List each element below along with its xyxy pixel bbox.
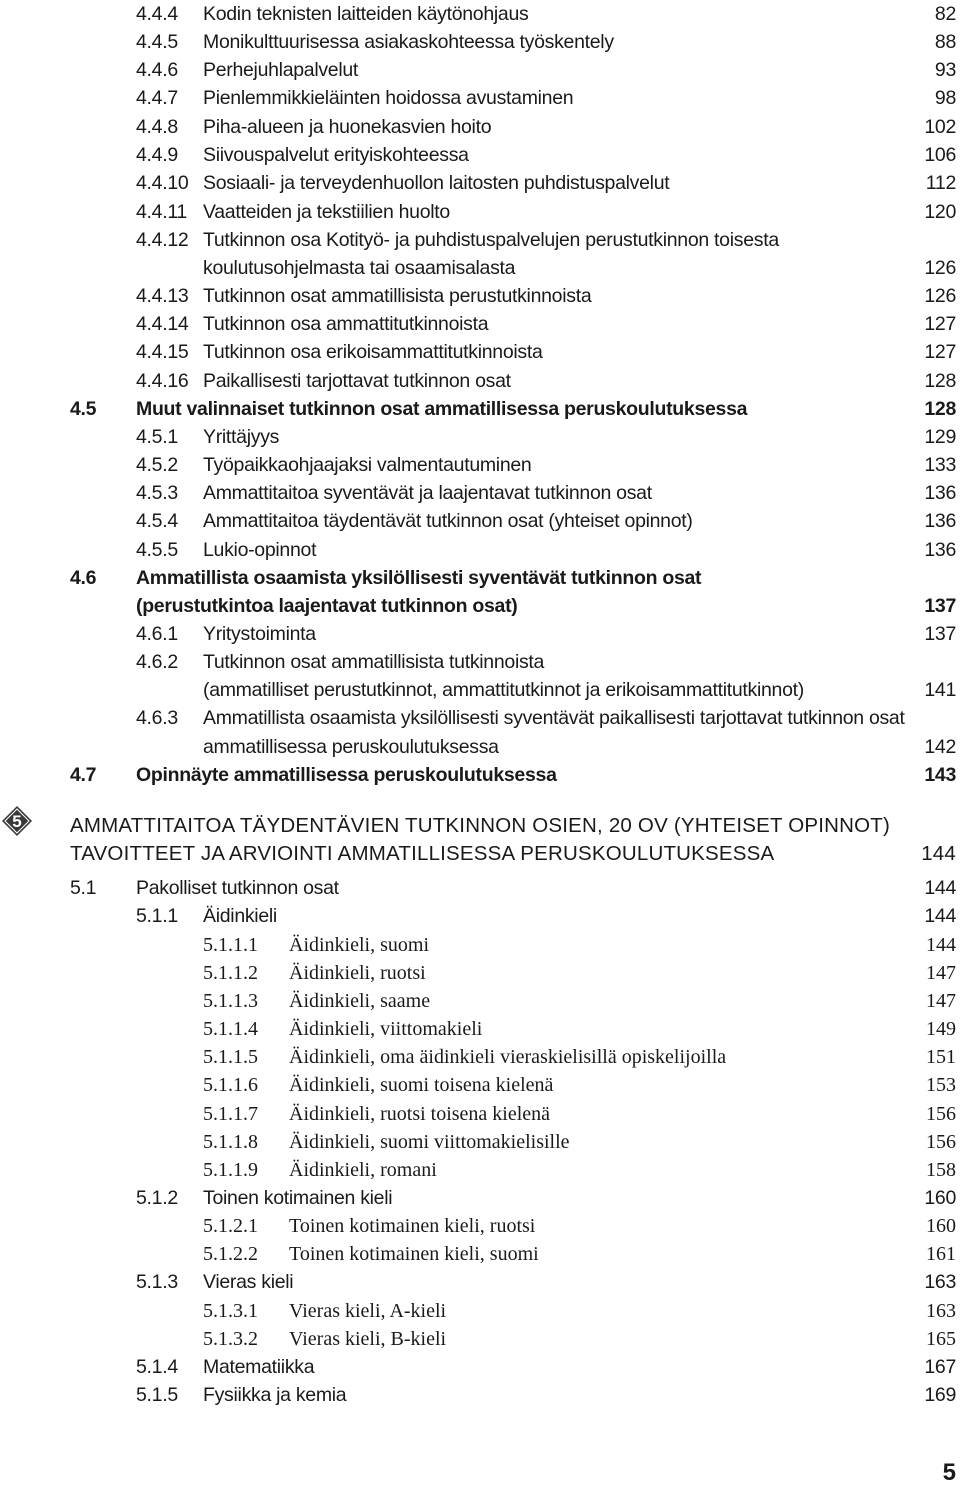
subentry-title: Äidinkieli, ruotsi toisena kielenä <box>289 1103 551 1125</box>
entry-title: Ammattitaitoa syventävät ja laajentavat tutkinnon osat <box>203 482 652 504</box>
entry-title: Monikulttuurisessa asiakaskohteessa työskentely <box>203 31 614 53</box>
subentry-number: 5.1.1.4 <box>203 1018 258 1040</box>
entry-page: 141 <box>924 679 956 701</box>
entry-title: Ammattitaitoa täydentävät tutkinnon osat (yhteiset opinnot) <box>203 510 693 532</box>
subentry-number: 5.1.1.7 <box>203 1103 258 1125</box>
chapter-page: 144 <box>921 842 956 865</box>
subentry-title: Äidinkieli, saame <box>289 990 431 1012</box>
subentry-title: Äidinkieli, suomi viittomakielisille <box>289 1131 570 1153</box>
toc-entry <box>0 28 960 56</box>
entry-title: Tutkinnon osa ammattitutkinnoista <box>203 313 489 335</box>
entry-title: Tutkinnon osat ammatillisista perustutkinnoista <box>203 285 592 307</box>
toc-entry <box>0 704 960 732</box>
entry-number: 4.4.14 <box>136 313 189 335</box>
entry-title: Kodin teknisten laitteiden käytönohjaus <box>203 3 529 25</box>
subentry-number: 5.1.1.1 <box>203 934 258 956</box>
entry-page: 160 <box>924 1187 956 1209</box>
entry-number: 5.1.3 <box>136 1271 178 1293</box>
subentry-title: Äidinkieli, suomi toisena kielenä <box>289 1074 554 1096</box>
entry-number: 4.6.2 <box>136 651 178 673</box>
section-number: 4.5 <box>70 398 97 420</box>
entry-number: 5.1.4 <box>136 1356 178 1378</box>
subentry-title: Toinen kotimainen kieli, suomi <box>289 1243 539 1265</box>
section-title-continuation: (perustutkintoa laajentavat tutkinnon osat) <box>136 595 518 617</box>
subentry-title: Vieras kieli, A-kieli <box>289 1300 447 1322</box>
entry-title: Vaatteiden ja tekstiilien huolto <box>203 201 450 223</box>
entry-number: 4.4.4 <box>136 3 178 25</box>
entry-page: 93 <box>934 59 956 81</box>
subentry-number: 5.1.3.1 <box>203 1300 258 1322</box>
toc-entry <box>0 902 960 930</box>
toc-subentry <box>0 987 960 1015</box>
entry-number: 4.4.16 <box>136 370 189 392</box>
toc-subentry <box>0 931 960 959</box>
toc-entry <box>0 620 960 648</box>
entry-title: Fysiikka ja kemia <box>203 1384 347 1406</box>
entry-number: 5.1.1 <box>136 905 178 927</box>
toc-subentry <box>0 1100 960 1128</box>
entry-page: 144 <box>924 905 956 927</box>
entry-page: 98 <box>934 87 956 109</box>
toc-subentry <box>0 1240 960 1268</box>
subentry-page: 151 <box>926 1046 956 1068</box>
entry-number: 4.5.5 <box>136 539 178 561</box>
entry-page: 128 <box>924 370 956 392</box>
entry-page: 163 <box>924 1271 956 1293</box>
entry-page: 126 <box>924 257 956 279</box>
section-number: 4.6 <box>70 567 97 589</box>
entry-number: 4.4.8 <box>136 116 178 138</box>
toc-entry <box>0 310 960 338</box>
entry-number: 4.5.3 <box>136 482 178 504</box>
entry-title: Työpaikkaohjaajaksi valmentautuminen <box>203 454 532 476</box>
toc-subentry <box>0 1156 960 1184</box>
subentry-title: Äidinkieli, viittomakieli <box>289 1018 483 1040</box>
toc-subentry <box>0 1015 960 1043</box>
entry-page: 112 <box>925 172 956 194</box>
section-title: Muut valinnaiset tutkinnon osat ammatillisessa peruskoulutuksessa <box>136 398 748 420</box>
subentry-number: 5.1.3.2 <box>203 1328 258 1350</box>
toc-entry-continuation <box>0 254 960 282</box>
section-title: Ammatillista osaamista yksilöllisesti syventävät tutkinnon osat <box>136 567 702 589</box>
subentry-page: 158 <box>926 1159 956 1181</box>
entry-number: 4.4.15 <box>136 341 189 363</box>
entry-title: Sosiaali- ja terveydenhuollon laitosten puhdistuspalvelut <box>203 172 670 194</box>
entry-number: 4.4.12 <box>136 229 189 251</box>
subentry-page: 149 <box>926 1018 956 1040</box>
toc-entry <box>0 226 960 254</box>
subentry-page: 161 <box>926 1243 956 1265</box>
entry-page: 127 <box>924 341 956 363</box>
toc-subentry <box>0 1043 960 1071</box>
entry-title: Paikallisesti tarjottavat tutkinnon osat <box>203 370 511 392</box>
subentry-page: 156 <box>926 1103 956 1125</box>
entry-page: 133 <box>924 454 956 476</box>
entry-title: Lukio-opinnot <box>203 539 317 561</box>
toc-subentry <box>0 1325 960 1353</box>
entry-page: 120 <box>924 201 956 223</box>
entry-title: Perhejuhlapalvelut <box>203 59 359 81</box>
subentry-page: 156 <box>926 1131 956 1153</box>
toc-entry <box>0 84 960 112</box>
chapter-title-continuation: TAVOITTEET JA ARVIOINTI AMMATILLISESSA PERUSKOULUTUKSESSA <box>70 842 775 865</box>
entry-number: 4.5.4 <box>136 510 178 532</box>
section-title: Opinnäyte ammatillisessa peruskoulutuksessa <box>136 764 557 786</box>
entry-number: 5.1.5 <box>136 1384 178 1406</box>
entry-page: 142 <box>924 736 956 758</box>
chapter-title: AMMATTITAITOA TÄYDENTÄVIEN TUTKINNON OSIEN, 20 OV (YHTEISET OPINNOT) <box>70 814 891 837</box>
entry-number: 4.4.11 <box>136 201 187 223</box>
entry-title: Äidinkieli <box>203 905 277 927</box>
subentry-number: 5.1.2.2 <box>203 1243 258 1265</box>
entry-title: Vieras kieli <box>203 1271 294 1293</box>
toc-entry <box>0 479 960 507</box>
toc-entry <box>0 141 960 169</box>
section-page: 144 <box>924 877 956 899</box>
toc-entry <box>0 169 960 197</box>
chapter-heading-continuation <box>0 840 960 868</box>
toc-entry <box>0 451 960 479</box>
entry-title: Siivouspalvelut erityiskohteessa <box>203 144 469 166</box>
toc-entry <box>0 1353 960 1381</box>
toc-subentry <box>0 1071 960 1099</box>
toc-entry <box>0 0 960 28</box>
subentry-number: 5.1.1.9 <box>203 1159 258 1181</box>
entry-title: Tutkinnon osa Kotityö- ja puhdistuspalvelujen perustutkinnon toisesta <box>203 229 779 251</box>
entry-page: 88 <box>934 31 956 53</box>
entry-page: 136 <box>924 539 956 561</box>
entry-number: 4.4.6 <box>136 59 178 81</box>
entry-title: Yritystoiminta <box>203 623 316 645</box>
subentry-page: 165 <box>926 1328 956 1350</box>
subentry-number: 5.1.1.6 <box>203 1074 258 1096</box>
subentry-page: 163 <box>926 1300 956 1322</box>
subentry-page: 147 <box>926 962 956 984</box>
section-number: 5.1 <box>70 877 97 899</box>
toc-section-heading <box>0 564 960 592</box>
toc-section-heading <box>0 395 960 423</box>
entry-number: 4.4.10 <box>136 172 189 194</box>
toc-entry <box>0 536 960 564</box>
entry-number: 4.6.3 <box>136 707 178 729</box>
subentry-number: 5.1.1.5 <box>203 1046 258 1068</box>
section-page: 128 <box>924 398 956 420</box>
subentry-number: 5.1.1.3 <box>203 990 258 1012</box>
toc-entry-continuation <box>0 676 960 704</box>
entry-number: 5.1.2 <box>136 1187 178 1209</box>
subentry-title: Toinen kotimainen kieli, ruotsi <box>289 1215 536 1237</box>
toc-section-heading <box>0 874 960 902</box>
entry-page: 127 <box>924 313 956 335</box>
toc-entry-continuation <box>0 733 960 761</box>
toc-entry <box>0 113 960 141</box>
entry-number: 4.4.7 <box>136 87 178 109</box>
entry-page: 129 <box>924 426 956 448</box>
entry-page: 136 <box>924 482 956 504</box>
section-number: 4.7 <box>70 764 97 786</box>
section-page: 143 <box>924 764 956 786</box>
subentry-page: 153 <box>926 1074 956 1096</box>
entry-page: 169 <box>924 1384 956 1406</box>
entry-number: 4.6.1 <box>136 623 178 645</box>
toc-section-heading <box>0 761 960 789</box>
section-title: Pakolliset tutkinnon osat <box>136 877 339 899</box>
entry-page: 102 <box>924 116 956 138</box>
entry-number: 4.4.5 <box>136 31 178 53</box>
entry-title: Ammatillista osaamista yksilöllisesti syventävät paikallisesti tarjottavat tutkinnon osat <box>203 707 905 729</box>
toc-entry <box>0 338 960 366</box>
toc-entry <box>0 56 960 84</box>
toc-subentry <box>0 1297 960 1325</box>
entry-number: 4.4.13 <box>136 285 189 307</box>
toc-entry <box>0 198 960 226</box>
subentry-page: 147 <box>926 990 956 1012</box>
entry-page: 137 <box>924 623 956 645</box>
entry-title: Tutkinnon osa erikoisammattitutkinnoista <box>203 341 543 363</box>
subentry-number: 5.1.1.2 <box>203 962 258 984</box>
subentry-number: 5.1.1.8 <box>203 1131 258 1153</box>
page-number: 5 <box>942 1459 956 1486</box>
entry-page: 82 <box>934 3 956 25</box>
toc-subentry <box>0 1128 960 1156</box>
entry-title: Toinen kotimainen kieli <box>203 1187 393 1209</box>
entry-title-continuation: koulutusohjelmasta tai osaamisalasta <box>203 257 516 279</box>
subentry-title: Äidinkieli, suomi <box>289 934 429 956</box>
subentry-page: 144 <box>926 934 956 956</box>
toc-subentry <box>0 1212 960 1240</box>
toc-entry <box>0 1184 960 1212</box>
entry-number: 4.5.1 <box>136 426 178 448</box>
subentry-title: Äidinkieli, ruotsi <box>289 962 426 984</box>
toc-entry <box>0 1381 960 1409</box>
entry-page: 167 <box>924 1356 956 1378</box>
entry-title-continuation: ammatillisessa peruskoulutuksessa <box>203 736 499 758</box>
entry-page: 126 <box>924 285 956 307</box>
entry-title: Pienlemmikkieläinten hoidossa avustaminen <box>203 87 574 109</box>
entry-page: 106 <box>924 144 956 166</box>
chapter-heading <box>0 812 960 840</box>
toc-section-heading-continuation <box>0 592 960 620</box>
toc-entry <box>0 423 960 451</box>
entry-title: Yrittäjyys <box>203 426 280 448</box>
toc-subentry <box>0 959 960 987</box>
entry-title: Piha-alueen ja huonekasvien hoito <box>203 116 492 138</box>
toc-entry <box>0 507 960 535</box>
subentry-title: Äidinkieli, oma äidinkieli vieraskielisillä opiskelijoilla <box>289 1046 727 1068</box>
entry-title: Tutkinnon osat ammatillisista tutkinnoista <box>203 651 545 673</box>
entry-number: 4.5.2 <box>136 454 178 476</box>
entry-title-continuation: (ammatilliset perustutkinnot, ammattitutkinnot ja erikoisammattitutkinnot) <box>203 679 804 701</box>
subentry-title: Äidinkieli, romani <box>289 1159 437 1181</box>
chapter-badge-number: 5 <box>12 812 22 831</box>
toc-entry <box>0 282 960 310</box>
toc-entry <box>0 648 960 676</box>
entry-page: 136 <box>924 510 956 532</box>
toc-entry <box>0 1268 960 1296</box>
subentry-page: 160 <box>926 1215 956 1237</box>
toc-entry <box>0 367 960 395</box>
entry-title: Matematiikka <box>203 1356 315 1378</box>
section-page: 137 <box>924 595 956 617</box>
subentry-title: Vieras kieli, B-kieli <box>289 1328 447 1350</box>
entry-number: 4.4.9 <box>136 144 178 166</box>
subentry-number: 5.1.2.1 <box>203 1215 258 1237</box>
